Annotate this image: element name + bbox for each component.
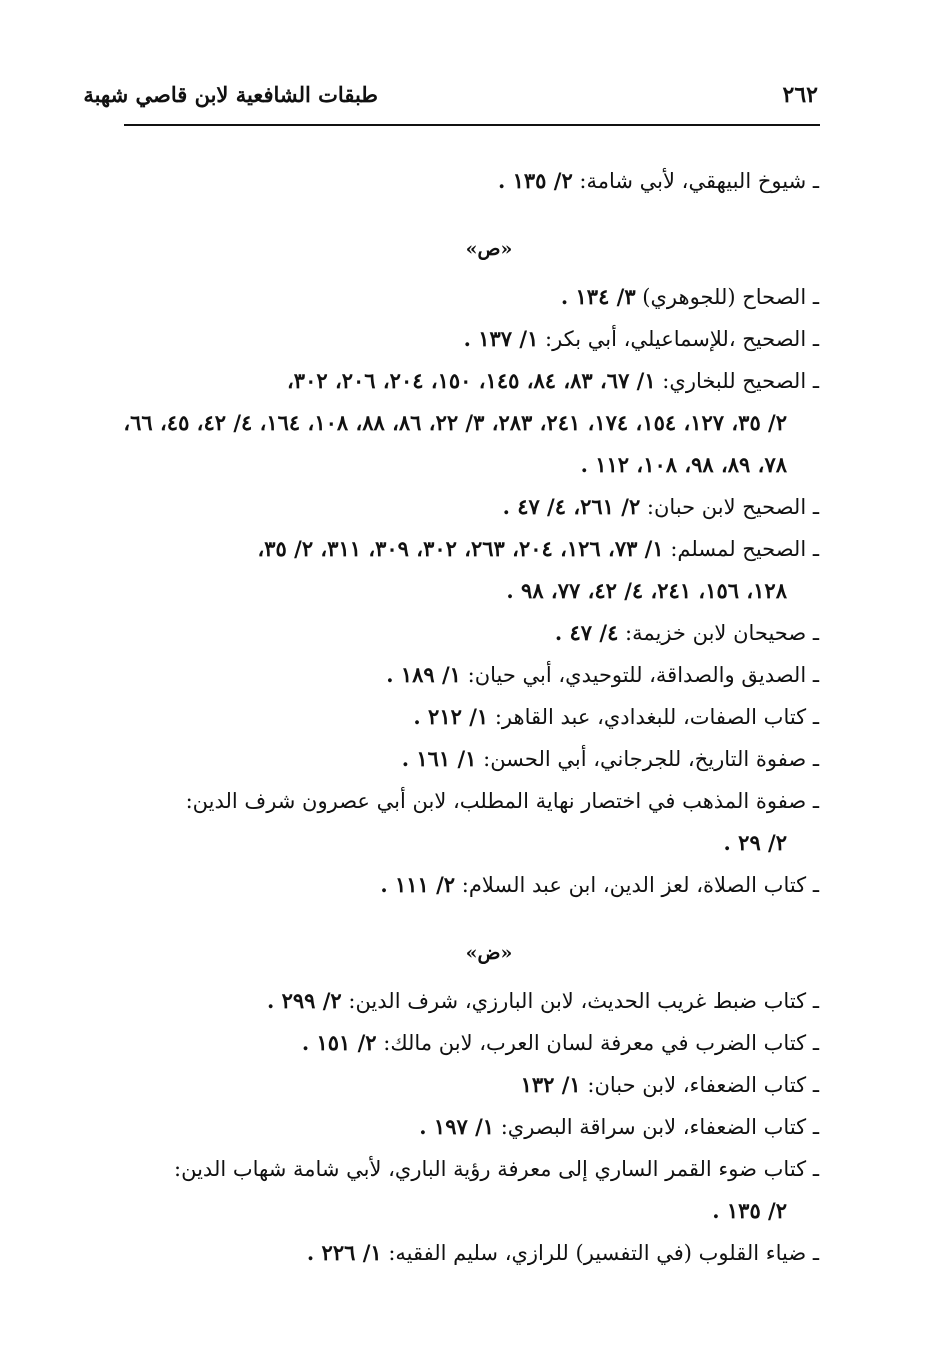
entry-reference-continuation: ٢/ ٣٥، ١٢٧، ١٥٤، ١٧٤، ٢٤١، ٢٨٣، ٣/ ٢٢، ٨٦، ٨٨، ١٠٨، ١٦٤، ٤/ ٤٢، ٤٥، ٦٦، ٧٨، ٨٩، ٩٨، ١٠٨، ١١٢ . bbox=[123, 410, 787, 477]
entry-reference-continuation: ١٢٨، ١٥٦، ٢٤١، ٤/ ٤٢، ٧٧، ٩٨ . bbox=[506, 578, 787, 603]
entry-reference: ١/ ١٦١ . bbox=[401, 746, 477, 771]
page-number: ٢٦٢ bbox=[782, 82, 818, 108]
index-entry bbox=[119, 696, 819, 738]
entry-title: ـ كتاب ضبط غريب الحديث، لابن البارزي، شرف الدين: bbox=[341, 989, 819, 1013]
index-entry bbox=[119, 780, 819, 864]
entry-title: ـ صفوة المذهب في اختصار نهاية المطلب، لابن أبي عصرون شرف الدين: bbox=[185, 789, 819, 813]
index-entry bbox=[119, 360, 819, 486]
index-entry bbox=[119, 1022, 819, 1064]
index-entry bbox=[119, 1064, 819, 1106]
entry-reference: ٢/ ١١١ . bbox=[380, 872, 456, 897]
index-entry bbox=[119, 318, 819, 360]
entry-reference: ١/ ١٨٩ . bbox=[386, 662, 461, 687]
entry-title: ـ الصحيح لمسلم: bbox=[663, 537, 819, 561]
entry-title: ـ كتاب ضوء القمر الساري إلى معرفة رؤية الباري، لأبي شامة شهاب الدين: bbox=[174, 1157, 819, 1181]
entry-title: ـ ضياء القلوب (في التفسير) للرازي، سليم الفقيه: bbox=[381, 1241, 819, 1265]
index-entry bbox=[119, 528, 819, 612]
entry-title: ـ الصديق والصداقة، للتوحيدي، أبي حيان: bbox=[460, 663, 819, 687]
index-entry bbox=[119, 160, 819, 202]
section-dad-entries bbox=[119, 980, 819, 1274]
entry-title: ـ كتاب الصفات، للبغدادي، عبد القاهر: bbox=[488, 705, 819, 729]
entry-reference: ٣/ ١٣٤ . bbox=[560, 284, 636, 309]
entry-title: ـ الصحيح للبخاري: bbox=[655, 369, 819, 393]
entry-reference: ٢/ ٢٩٩ . bbox=[266, 988, 342, 1013]
entry-reference-continuation: ٢/ ١٣٥ . bbox=[712, 1198, 787, 1223]
index-entry bbox=[119, 276, 819, 318]
entry-reference: ١/ ٢١٢ . bbox=[413, 704, 489, 729]
entry-title: ـ الصحاح (للجوهري) bbox=[635, 285, 819, 309]
running-head-title: طبقات الشافعية لابن قاصي شهبة bbox=[83, 82, 378, 107]
entry-reference-continuation: ٢/ ٢٩ . bbox=[723, 830, 787, 855]
header-rule bbox=[124, 124, 820, 126]
index-entry bbox=[119, 654, 819, 696]
section-sad-entries bbox=[119, 276, 819, 906]
index-entry bbox=[119, 486, 819, 528]
index-entry bbox=[119, 980, 819, 1022]
entry-reference: ٤/ ٤٧ . bbox=[554, 620, 619, 645]
entry-title: ـ كتاب الصلاة، لعز الدين، ابن عبد السلام: bbox=[455, 873, 819, 897]
entry-title: ـ كتاب الضعفاء، لابن حبان: bbox=[580, 1073, 819, 1097]
entry-reference: ١/ ٧٣، ١٢٦، ٢٠٤، ٢٦٣، ٣٠٢، ٣٠٩، ٣١١، ٢/ ٣٥، bbox=[257, 536, 664, 561]
index-entry bbox=[119, 1106, 819, 1148]
entry-title: ـ شيوخ البيهقي، لأبي شامة: bbox=[572, 169, 819, 193]
section-heading-dad: «ض» bbox=[465, 942, 513, 964]
index-entry bbox=[119, 612, 819, 654]
entry-reference: ٢/ ١٥١ . bbox=[301, 1030, 377, 1055]
index-entry bbox=[119, 1232, 819, 1274]
index-entry bbox=[119, 1148, 819, 1232]
index-entry bbox=[119, 738, 819, 780]
entry-reference: ١/ ٦٧، ٨٣، ٨٤، ١٤٥، ١٥٠، ٢٠٤، ٢٠٦، ٣٠٢، bbox=[287, 368, 656, 393]
entry-title: ـ كتاب الضعفاء، لابن سراقة البصري: bbox=[494, 1115, 819, 1139]
running-head bbox=[83, 82, 818, 116]
entry-reference: ٢/ ١٣٥ . bbox=[498, 168, 573, 193]
entry-title: ـ كتاب الضرب في معرفة لسان العرب، لابن مالك: bbox=[376, 1031, 819, 1055]
entry-reference: ١/ ٢٢٦ . bbox=[306, 1240, 382, 1265]
entry-reference: ١/ ١٩٧ . bbox=[419, 1114, 495, 1139]
entry-reference: ١/ ١٣٢ bbox=[520, 1072, 581, 1097]
index-content bbox=[119, 160, 819, 1274]
index-entry bbox=[119, 864, 819, 906]
entry-title: ـ صحيحان لابن خزيمة: bbox=[618, 621, 819, 645]
entry-title: ـ الصحيح ،للإسماعيلي، أبي بكر: bbox=[538, 327, 819, 351]
entry-title: ـ صفوة التاريخ، للجرجاني، أبي الحسن: bbox=[476, 747, 819, 771]
entry-reference: ١/ ١٣٧ . bbox=[463, 326, 539, 351]
section-heading-sad: «ص» bbox=[465, 238, 513, 260]
entry-reference: ٢/ ٢٦١، ٤/ ٤٧ . bbox=[502, 494, 641, 519]
entry-title: ـ الصحيح لابن حبان: bbox=[640, 495, 819, 519]
